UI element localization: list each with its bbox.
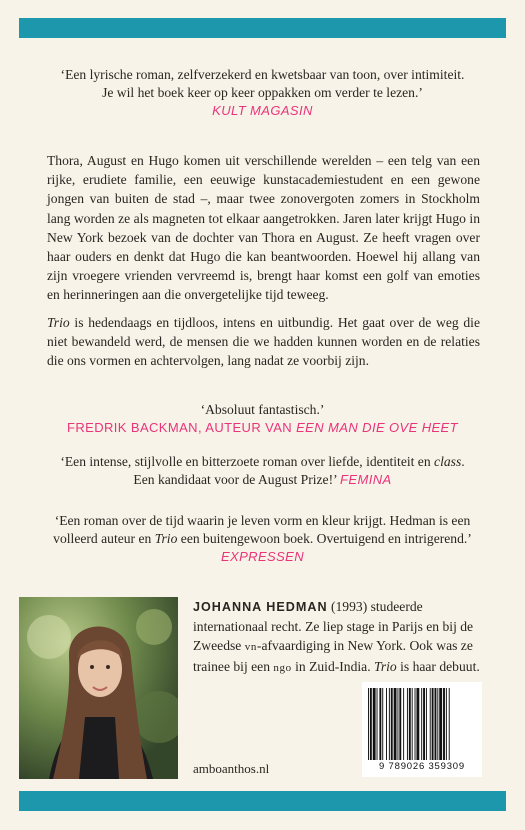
- quote-source: KULT MAGASIN: [212, 103, 313, 118]
- book-title: Trio: [47, 315, 70, 330]
- quote-kult-magasin: [30, 66, 495, 120]
- bio-abbrev: vn: [244, 641, 257, 653]
- barcode-bar: [421, 688, 422, 760]
- quote-source: [30, 419, 495, 437]
- barcode-bar: [377, 688, 378, 760]
- barcode-bar: [409, 688, 411, 760]
- quote-fredrik-backman: [30, 401, 495, 437]
- bio-text: is haar debuut.: [396, 659, 480, 674]
- barcode-bar: [439, 688, 442, 760]
- quote-source-title: EEN MAN DIE OVE HEET: [296, 420, 458, 435]
- barcode-bar: [368, 688, 369, 760]
- quote-femina: [30, 453, 495, 489]
- bottom-teal-band: [19, 791, 506, 811]
- bio-abbrev: ngo: [273, 662, 292, 674]
- barcode-bar: [443, 688, 445, 760]
- barcode-bar: [391, 688, 393, 760]
- quote-emphasis: class: [434, 454, 462, 469]
- barcode-bar: [373, 688, 376, 760]
- author-name: JOHANNA HEDMAN: [193, 600, 328, 614]
- quote-line: [30, 471, 495, 489]
- barcode-bar: [426, 688, 427, 760]
- quote-line: [30, 530, 495, 548]
- bio-text: (1993) studeerde internationaal recht. Ze liep stage in Parijs en bij de Zweedse: [193, 599, 474, 653]
- quote-line: ‘Een lyrische roman, zelfverzekerd en kwetsbaar van toon, over intimiteit.: [60, 67, 465, 82]
- bio-text: -afvaardiging in New York. Ook was ze trainee bij een: [193, 638, 473, 674]
- barcode-bar: [382, 688, 383, 760]
- quote-text: een buitengewoon boek. Overtuigend en intrigerend.’: [177, 531, 472, 546]
- quote-text: ‘Een intense, stijlvolle en bitterzoete roman over liefde, identiteit en: [60, 454, 435, 469]
- barcode-bar: [437, 688, 438, 760]
- quote-source: EXPRESSEN: [220, 549, 305, 564]
- quote-emphasis: Trio: [154, 531, 178, 546]
- author-bio: [193, 597, 499, 678]
- quote-text: .: [461, 454, 465, 469]
- quote-line: ‘Absoluut fantastisch.’: [200, 402, 325, 417]
- barcode-bar: [403, 688, 404, 760]
- blurb-text: is hedendaags en tijdloos, intens en uitbundig. Het gaat over de weg die niet bewandeld werd, de mensen die we hadden kunnen worden en de relaties die ons vormen en achtervolgen, lang nadat ze voorbij zijn.: [47, 315, 480, 369]
- blurb-paragraph-2: [47, 313, 480, 371]
- barcode-bar: [389, 688, 390, 760]
- barcode-bar: [430, 688, 431, 760]
- isbn-number: 9 789026 359309: [379, 761, 465, 772]
- barcode-bar: [397, 688, 398, 760]
- isbn-barcode: [362, 682, 482, 777]
- blurb-paragraph-1: Thora, August en Hugo komen uit verschillende werelden – een telg van een rijke, erudiete familie, een eeuwige kunstacademiestudent en een gewone jongen van buiten de stad –, maar twee zonovergoten zomers in Stockholm lang worden ze als magneten tot elkaar aangetrokken. Jaren later krijgt Hugo in New York bezoek van de dochter van Thora en August. Ze heeft vragen over haar ouders en denkt dat Hugo die kan beantwoorden. Hoewel hij allang van zijn vroegere vrienden vervreemd is, brengt haar komst een golf van emoties en herinneringen aan die onvergetelijke tijd teweeg.: [47, 153, 480, 303]
- quote-expressen: [30, 512, 495, 566]
- barcode-bar: [394, 688, 397, 760]
- quote-text: Een kandidaat voor de August Prize!’: [133, 472, 341, 487]
- quote-source: FEMINA: [340, 472, 392, 487]
- barcode-bar: [446, 688, 447, 760]
- barcode-bar: [435, 688, 437, 760]
- barcode-bar: [415, 688, 416, 760]
- quote-text: volleerd auteur en: [53, 531, 155, 546]
- barcode-bar: [370, 688, 372, 760]
- quote-line: ‘Een roman over de tijd waarin je leven vorm en kleur krijgt. Hedman is een: [54, 513, 471, 528]
- author-photo: [19, 597, 178, 779]
- quote-source-prefix: FREDRIK BACKMAN, AUTEUR VAN: [67, 420, 297, 435]
- top-teal-band: [19, 18, 506, 38]
- quote-line: [30, 453, 495, 471]
- barcode-bar: [423, 688, 425, 760]
- barcode-bar: [399, 688, 401, 760]
- barcode-bar: [416, 688, 419, 760]
- barcode-bar: [432, 688, 434, 760]
- barcode-bar: [379, 688, 381, 760]
- barcode-bar: [407, 688, 408, 760]
- barcode-bars: [368, 688, 476, 760]
- book-title: Trio: [374, 659, 397, 674]
- barcode-bar: [386, 688, 387, 760]
- quote-line: Je wil het boek keer op keer oppakken om verder te lezen.’: [102, 85, 423, 100]
- barcode-bar: [412, 688, 413, 760]
- bio-text: in Zuid-India.: [291, 659, 375, 674]
- author-portrait-icon: [19, 597, 178, 779]
- barcode-bar: [449, 688, 450, 760]
- publisher-website[interactable]: amboanthos.nl: [193, 761, 270, 776]
